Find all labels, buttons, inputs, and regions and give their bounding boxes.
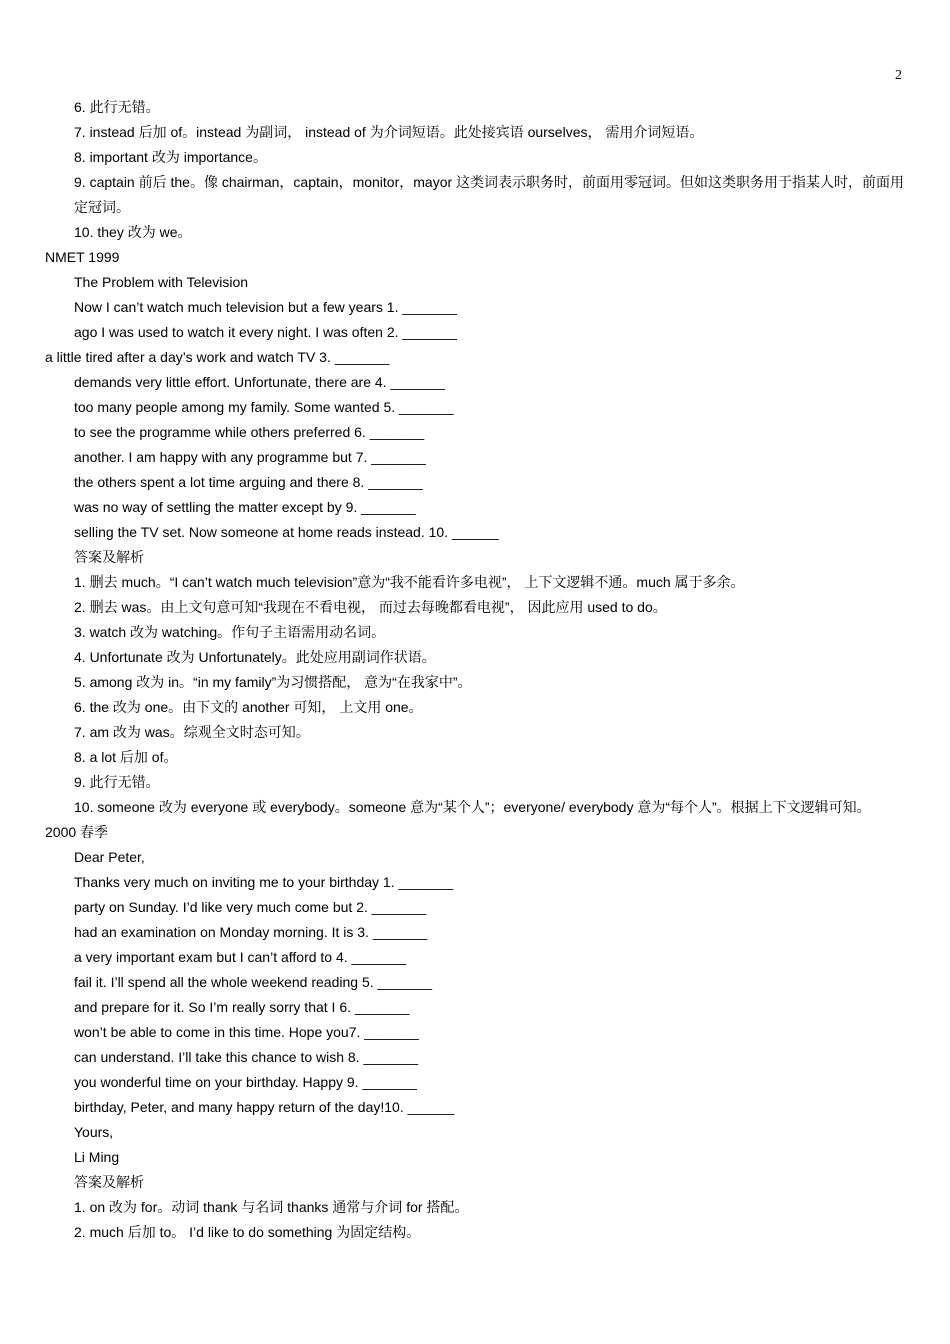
text-line: 答案及解析	[74, 549, 144, 565]
text-line: the others spent a lot time arguing and there 8. _______	[74, 474, 423, 490]
text-line: 1. 删去 much。“I can’t watch much television”意为“我不能看许多电视”， 上下文逻辑不通。much 属于多余。	[74, 574, 745, 590]
text-line: can understand. I’ll take this chance to wish 8. _______	[74, 1049, 418, 1065]
text-line: ago I was used to watch it every night. I was often 2. _______	[74, 324, 457, 340]
text-line: NMET 1999	[45, 249, 120, 265]
text-line: Dear Peter,	[74, 849, 145, 865]
text-line: to see the programme while others preferred 6. _______	[74, 424, 425, 440]
text-line: 答案及解析	[74, 1174, 144, 1190]
text-line: Yours,	[74, 1124, 114, 1140]
text-line: 10. someone 改为 everyone 或 everybody。someone 意为“某个人”；everyone/ everybody 意为“每个人”。根据上下文逻辑可知。	[74, 799, 871, 815]
text-line: Thanks very much on inviting me to your birthday 1. _______	[74, 874, 453, 890]
text-line: had an examination on Monday morning. It is 3. _______	[74, 924, 428, 940]
text-line: 2. much 后加 to。 I’d like to do something 为固定结构。	[74, 1224, 421, 1240]
text-line: 7. instead 后加 of。instead 为副词， instead of 为介词短语。此处接宾语 ourselves， 需用介词短语。	[74, 124, 704, 140]
text-line: 9. captain 前后 the。像 chairman，captain，monitor，mayor 这类词表示职务时，前面用零冠词。但如这类职务用于指某人时，前面用定冠词。	[74, 174, 905, 215]
text-line: another. I am happy with any programme but 7. _______	[74, 449, 426, 465]
text-line: 8. a lot 后加 of。	[74, 749, 178, 765]
text-line: 9. 此行无错。	[74, 774, 160, 790]
text-line: 3. watch 改为 watching。作句子主语需用动名词。	[74, 624, 386, 640]
page-number: 2	[895, 68, 902, 83]
text-line: a very important exam but I can’t afford to 4. _______	[74, 949, 407, 965]
text-line: Li Ming	[74, 1149, 120, 1165]
text-line: 10. they 改为 we。	[74, 224, 192, 240]
text-line: demands very little effort. Unfortunate, there are 4. _______	[74, 374, 445, 390]
text-line: 2000 春季	[45, 824, 109, 840]
text-line: 2. 删去 was。由上文句意可知“我现在不看电视， 而过去每晚都看电视”， 因此应用 used to do。	[74, 599, 667, 615]
text-line: 4. Unfortunate 改为 Unfortunately。此处应用副词作状语。	[74, 649, 436, 665]
text-line: too many people among my family. Some wanted 5. _______	[74, 399, 454, 415]
text-line: selling the TV set. Now someone at home reads instead. 10. ______	[74, 524, 499, 540]
text-line: you wonderful time on your birthday. Happy 9. _______	[74, 1074, 417, 1090]
text-line: fail it. I’ll spend all the whole weekend reading 5. _______	[74, 974, 433, 990]
text-line: party on Sunday. I’d like very much come but 2. _______	[74, 899, 427, 915]
text-line: 5. among 改为 in。“in my family”为习惯搭配， 意为“在我家中”。	[74, 674, 472, 690]
text-line: a little tired after a day’s work and watch TV 3. _______	[45, 349, 390, 365]
document-body	[45, 95, 915, 1245]
text-line: 8. important 改为 importance。	[74, 149, 267, 165]
text-line: 7. am 改为 was。综观全文时态可知。	[74, 724, 310, 740]
text-line: 6. 此行无错。	[74, 99, 160, 115]
text-line: Now I can’t watch much television but a few years 1. _______	[74, 299, 457, 315]
text-line: birthday, Peter, and many happy return of the day!10. ______	[74, 1099, 455, 1115]
text-line: 6. the 改为 one。由下文的 another 可知， 上文用 one。	[74, 699, 423, 715]
text-line: and prepare for it. So I’m really sorry that I 6. _______	[74, 999, 410, 1015]
text-line: 1. on 改为 for。动词 thank 与名词 thanks 通常与介词 for 搭配。	[74, 1199, 469, 1215]
text-line: The Problem with Television	[74, 274, 249, 290]
text-line: won’t be able to come in this time. Hope you7. _______	[74, 1024, 419, 1040]
text-line: was no way of settling the matter except by 9. _______	[74, 499, 416, 515]
